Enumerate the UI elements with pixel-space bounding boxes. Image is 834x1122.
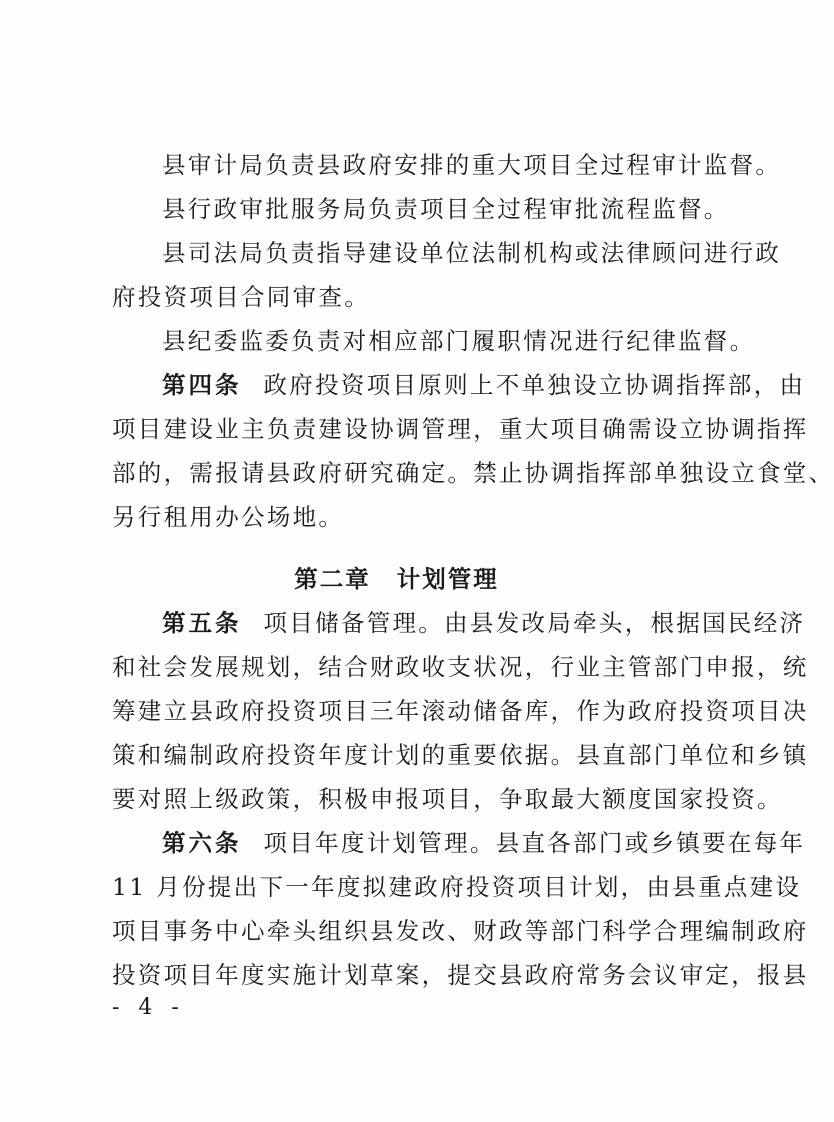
article-6-text: 项目年度计划管理。县直各部门或乡镇要在每年 — [263, 829, 806, 857]
article-4-line1 — [162, 368, 806, 402]
paragraph-justice-bureau-line1: 县司法局负责指导建设单位法制机构或法律顾问进行政 — [162, 239, 782, 267]
article-5-line4: 策和编制政府投资年度计划的重要依据。县直部门单位和乡镇 — [112, 741, 809, 769]
article-6-line4: 投资项目年度实施计划草案，提交县政府常务会议审定，报县 — [112, 961, 809, 989]
chapter-number: 第二章 — [294, 565, 371, 593]
paragraph-discipline-commission: 县纪委监委负责对相应部门履职情况进行纪律监督。 — [162, 327, 756, 355]
article-5-text: 项目储备管理。由县发改局牵头，根据国民经济 — [263, 609, 806, 637]
article-5-line1 — [162, 606, 806, 640]
paragraph-approval-bureau: 县行政审批服务局负责项目全过程审批流程监督。 — [162, 195, 730, 223]
article-4-line3: 部的，需报请县政府研究确定。禁止协调指挥部单独设立食堂、 — [112, 459, 834, 487]
page-number: - 4 - — [112, 995, 185, 1020]
paragraph-audit-bureau: 县审计局负责县政府安排的重大项目全过程审计监督。 — [162, 151, 782, 179]
article-6-line3: 项目事务中心牵头组织县发改、财政等部门科学合理编制政府 — [112, 917, 809, 945]
article-6-line1 — [162, 826, 806, 860]
chapter-heading — [0, 562, 793, 596]
article-5-label: 第五条 — [162, 609, 242, 637]
article-4-line2: 项目建设业主负责建设协调管理，重大项目确需设立协调指挥 — [112, 415, 809, 443]
article-4-label: 第四条 — [162, 371, 242, 399]
article-6-line2: 11 月份提出下一年度拟建政府投资项目计划，由县重点建设 — [112, 873, 802, 901]
article-5-line3: 筹建立县政府投资项目三年滚动储备库，作为政府投资项目决 — [112, 697, 809, 725]
chapter-title: 计划管理 — [396, 565, 499, 593]
article-4-line4: 另行租用办公场地。 — [112, 503, 345, 531]
article-5-line2: 和社会发展规划，结合财政收支状况，行业主管部门申报，统 — [112, 653, 809, 681]
article-5-line5: 要对照上级政策，积极申报项目，争取最大额度国家投资。 — [112, 785, 783, 813]
paragraph-justice-bureau-line2: 府投资项目合同审查。 — [112, 283, 370, 311]
article-6-label: 第六条 — [162, 829, 242, 857]
article-4-text: 政府投资项目原则上不单独设立协调指挥部，由 — [263, 371, 806, 399]
